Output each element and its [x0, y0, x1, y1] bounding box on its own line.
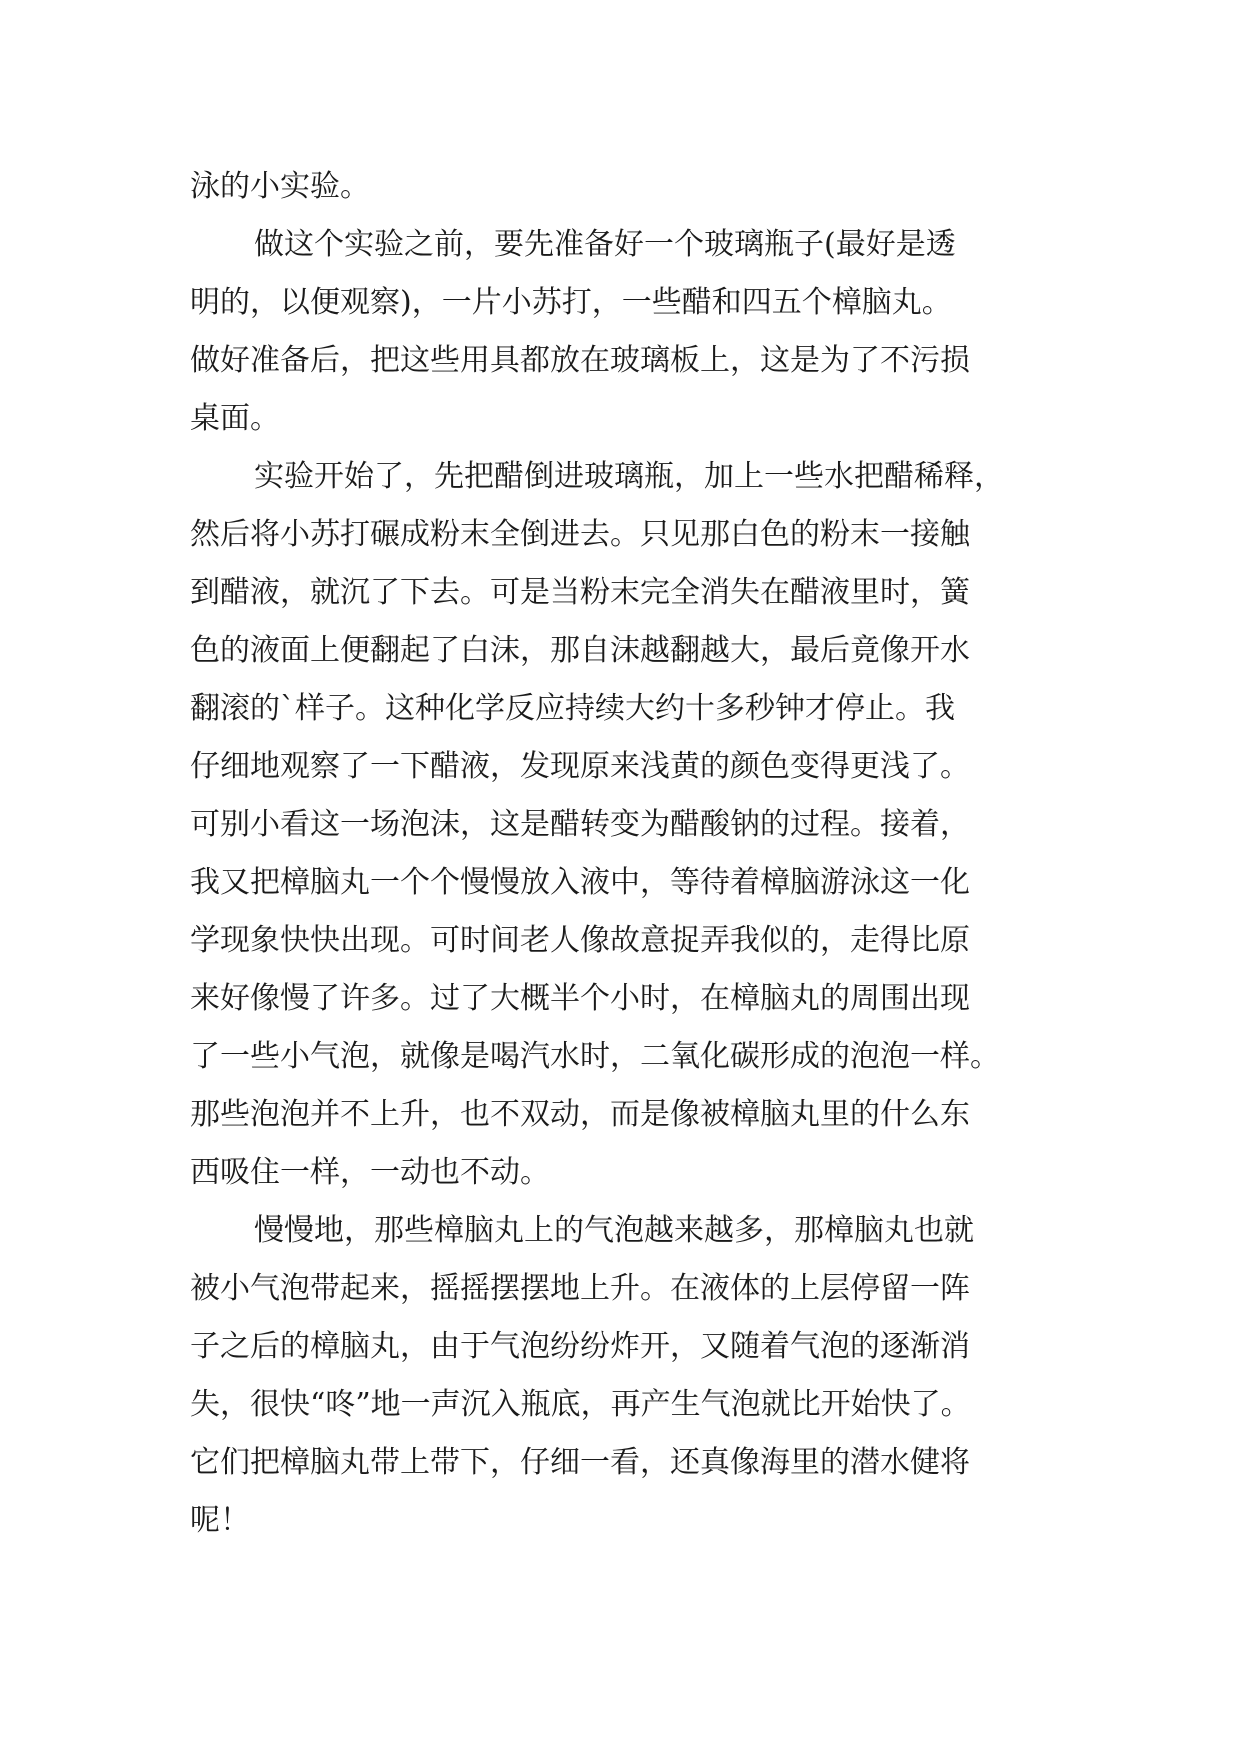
text-line: 慢慢地，那些樟脑丸上的气泡越来越多，那樟脑丸也就 — [254, 1213, 974, 1248]
text-line: 做好准备后，把这些用具都放在玻璃板上，这是为了不污损 — [190, 343, 970, 378]
text-line: 色的液面上便翻起了白沫，那自沫越翻越大，最后竟像开水 — [190, 633, 970, 668]
text-line: 子之后的樟脑丸，由于气泡纷纷炸开，又随着气泡的逐渐消 — [190, 1329, 970, 1364]
text-line: 泳的小实验。 — [190, 169, 370, 204]
text-line: 可别小看这一场泡沫，这是醋转变为醋酸钠的过程。接着， — [190, 807, 970, 842]
text-line: 明的，以便观察)，一片小苏打，一些醋和四五个樟脑丸。 — [190, 285, 952, 320]
text-line: 被小气泡带起来，摇摇摆摆地上升。在液体的上层停留一阵 — [190, 1271, 970, 1306]
text-line: 然后将小苏打碾成粉末全倒进去。只见那白色的粉末一接触 — [190, 517, 970, 552]
text-line: 仔细地观察了一下醋液，发现原来浅黄的颜色变得更浅了。 — [190, 749, 970, 784]
text-line: 西吸住一样，一动也不动。 — [190, 1155, 550, 1190]
text-line: 学现象快快出现。可时间老人像故意捉弄我似的，走得比原 — [190, 923, 970, 958]
essay-body — [190, 158, 1050, 1550]
text-line: 呢！ — [190, 1503, 250, 1538]
text-line: 实验开始了，先把醋倒进玻璃瓶，加上一些水把醋稀释， — [254, 459, 1004, 494]
text-line: 翻滚的`样子。这种化学反应持续大约十多秒钟才停止。我 — [190, 691, 955, 726]
text-line: 到醋液，就沉了下去。可是当粉末完全消失在醋液里时，簧 — [190, 575, 970, 610]
text-line: 它们把樟脑丸带上带下，仔细一看，还真像海里的潜水健将 — [190, 1445, 970, 1480]
text-line: 我又把樟脑丸一个个慢慢放入液中，等待着樟脑游泳这一化 — [190, 865, 970, 900]
text-line: 桌面。 — [190, 401, 280, 436]
text-line: 那些泡泡并不上升，也不双动，而是像被樟脑丸里的什么东 — [190, 1097, 970, 1132]
text-line: 失，很快“咚”地一声沉入瓶底，再产生气泡就比开始快了。 — [190, 1387, 971, 1422]
text-line: 做这个实验之前，要先准备好一个玻璃瓶子(最好是透 — [254, 227, 956, 262]
text-line: 来好像慢了许多。过了大概半个小时，在樟脑丸的周围出现 — [190, 981, 970, 1016]
text-line: 了一些小气泡，就像是喝汽水时，二氧化碳形成的泡泡一样。 — [190, 1039, 1000, 1074]
